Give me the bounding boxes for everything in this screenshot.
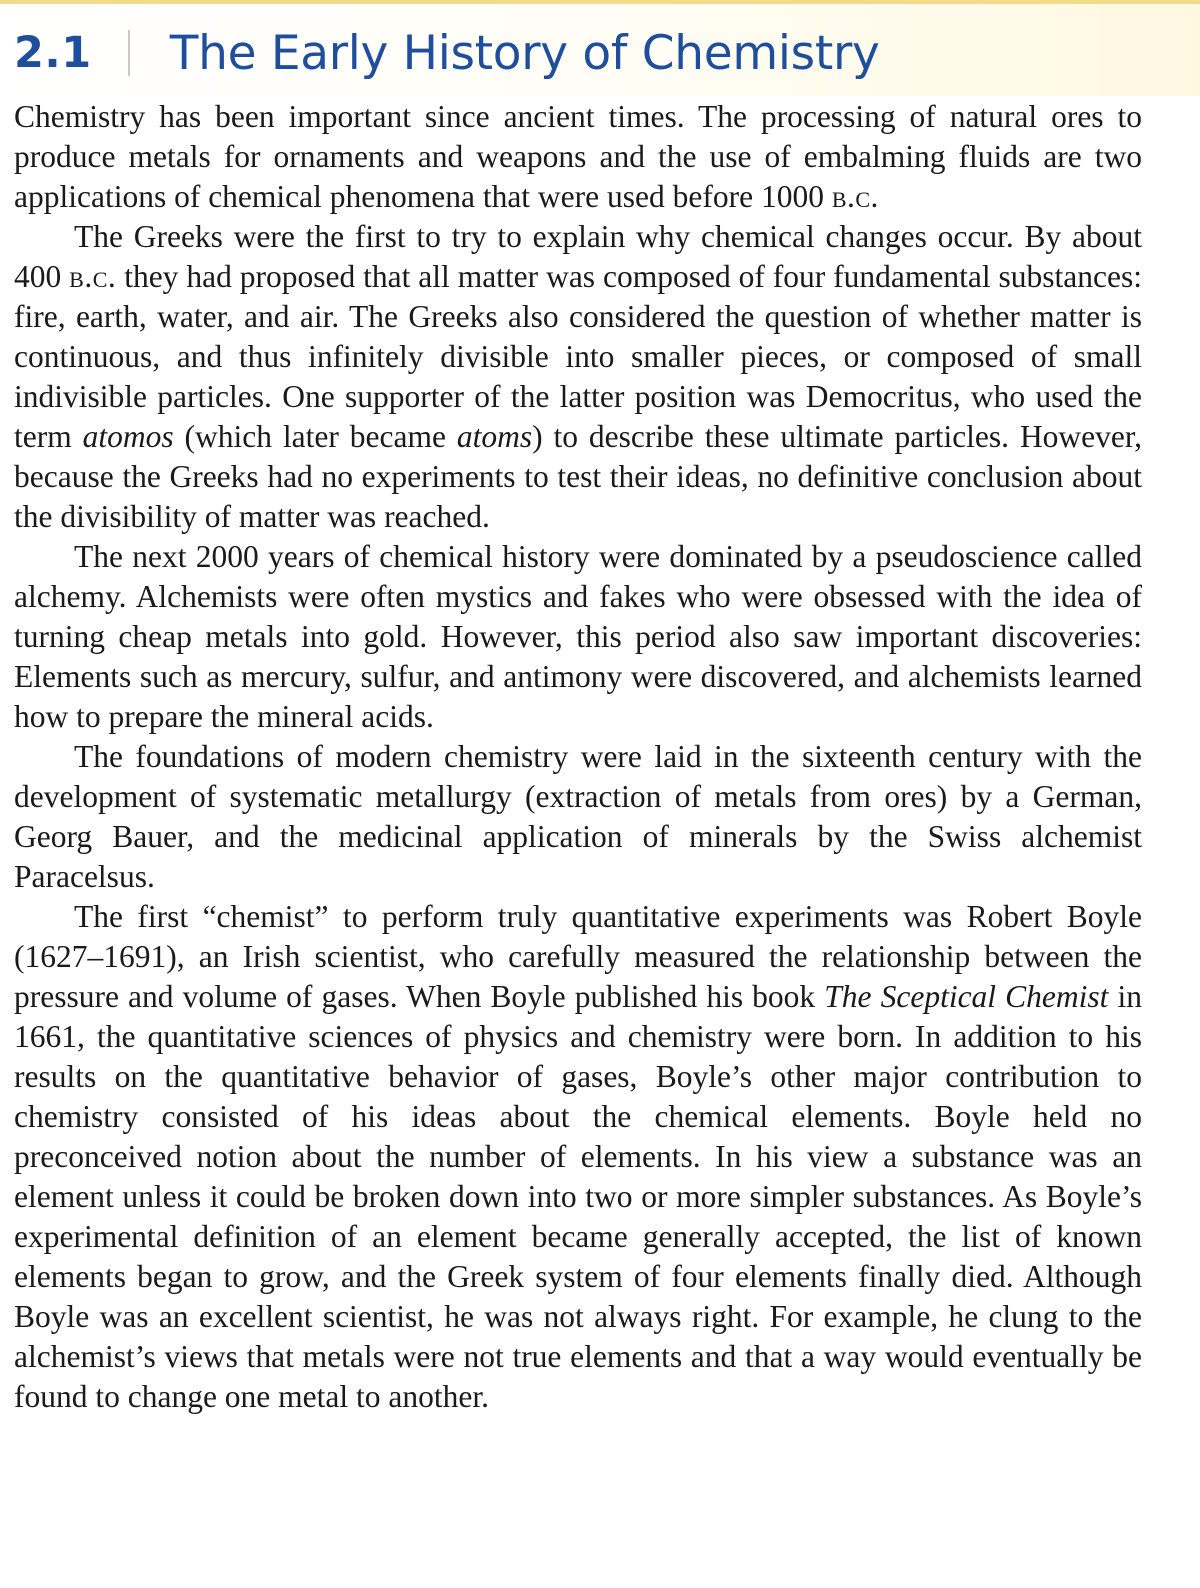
paragraph-5	[14, 897, 1142, 1417]
section-title: The Early History of Chemistry	[169, 25, 880, 81]
era-bc: b.c.	[831, 179, 879, 214]
paragraph-5-text-b: in 1661, the quantitative sciences of physics and chemistry were born. In addition to his results on the quantitative behavior of gases, Boyle’s other major contribution to chemistry consisted of his ideas about the chemical elements. Boyle held no preconceived notion about the number of elements. In his view a substance was an element unless it could be broken down into two or more simpler substances. As Boyle’s experimental definition of an element became generally accepted, the list of known elements began to grow, and the Greek system of four elements finally died. Although Boyle was an excellent scientist, he was not always right. For example, he clung to the alchemist’s views that metals were not true elements and that a way would eventually be found to change one metal to another.	[14, 979, 1142, 1414]
paragraph-5-text-a: The first “chemist” to perform truly quantitative experiments was Robert Boyle (1627–1691), an Irish scientist, who carefully measured the relationship between the pressure and volume of gases. When Boyle published his book	[14, 899, 1142, 1014]
paragraph-1	[14, 97, 1142, 217]
paragraph-2-text-c: (which later became	[173, 419, 457, 454]
paragraph-4: The foundations of modern chemistry were laid in the sixteenth century with the development of systematic metallurgy (extraction of metals from ores) by a German, Georg Bauer, and the medicinal application of minerals by the Swiss alchemist Paracelsus.	[14, 739, 1142, 894]
paragraph-2	[14, 217, 1142, 537]
paragraph-2-text-a: The Greeks were the first to try to explain why chemical changes occur. By about 400	[14, 219, 1142, 294]
term-atoms: atoms	[456, 419, 533, 454]
section-number: 2.1	[14, 28, 92, 78]
section-heading	[14, 20, 879, 86]
paragraph-2-text-b: they had proposed that all matter was composed of four fundamental substances: fire, earth, water, and air. The Greeks also considered the question of whether matter is continuous, and thus infinitely divisible into smaller pieces, or composed of small indivisible particles. One supporter of the latter position was Democritus, who used the term	[14, 259, 1142, 454]
paragraph-3: The next 2000 years of chemical history were dominated by a pseudoscience called alchemy. Alchemists were often mystics and fakes who were obsessed with the idea of turning cheap metals into gold. However, this period also saw important discoveries: Elements such as mercury, sulfur, and antimony were discovered, and alchemists learned how to prepare the mineral acids.	[14, 539, 1142, 734]
term-atomos: atomos	[82, 419, 174, 454]
paragraph-2-text-d: ) to describe these ultimate particles. However, because the Greeks had no experiments to test their ideas, no definitive conclusion about the divisibility of matter was reached.	[14, 419, 1143, 534]
book-title: The Sceptical Chemist	[824, 979, 1109, 1014]
body-text	[14, 97, 1142, 1417]
section-divider	[128, 30, 130, 76]
paragraph-1-text: Chemistry has been important since ancient times. The processing of natural ores to produce metals for ornaments and weapons and the use of embalming fluids are two applications of chemical phenomena that were used before 1000	[14, 99, 1142, 214]
era-bc: b.c.	[69, 259, 117, 294]
